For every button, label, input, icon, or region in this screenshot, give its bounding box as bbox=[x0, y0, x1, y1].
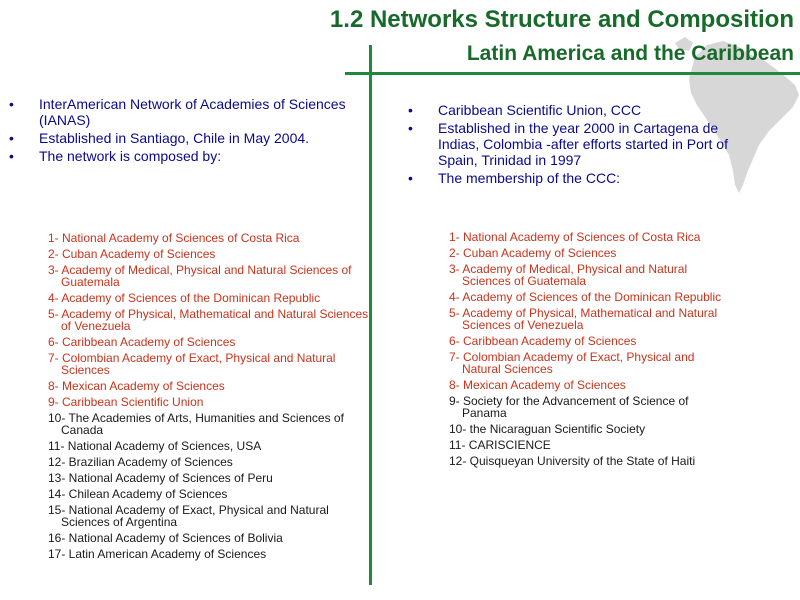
member-item: 4- Academy of Sciences of the Dominican Republic bbox=[449, 290, 722, 304]
member-item: 2- Cuban Academy of Sciences bbox=[48, 247, 216, 261]
member-item: 5- Academy of Physical, Mathematical and Natural Sciences of Venezuela bbox=[48, 307, 369, 333]
member-item: 10- The Academies of Arts, Humanities and Sciences of Canada bbox=[48, 411, 344, 437]
member-item: 3- Academy of Medical, Physical and Natural Sciences of Guatemala bbox=[449, 262, 688, 288]
ccc-member-list bbox=[449, 231, 734, 471]
member-item: 17- Latin American Academy of Sciences bbox=[48, 547, 267, 561]
member-item: 2- Cuban Academy of Sciences bbox=[449, 246, 617, 260]
ianas-member-list bbox=[48, 232, 373, 564]
member-item: 6- Caribbean Academy of Sciences bbox=[48, 335, 236, 349]
horizontal-divider bbox=[345, 72, 800, 75]
member-item: 5- Academy of Physical, Mathematical and Natural Sciences of Venezuela bbox=[449, 306, 718, 332]
member-item: 4- Academy of Sciences of the Dominican Republic bbox=[48, 291, 321, 305]
member-item: 9- Caribbean Scientific Union bbox=[48, 395, 204, 409]
member-item: 8- Mexican Academy of Sciences bbox=[449, 378, 626, 392]
page-subtitle: Latin America and the Caribbean bbox=[466, 42, 794, 65]
member-item: 14- Chilean Academy of Sciences bbox=[48, 487, 228, 501]
bullet-item: • The membership of the CCC: bbox=[405, 170, 730, 186]
page-title: 1.2 Networks Structure and Composition bbox=[329, 6, 794, 33]
member-item: 1- National Academy of Sciences of Costa Rica bbox=[449, 230, 701, 244]
bullet-item: • InterAmerican Network of Academies of Sciences (IANAS) bbox=[6, 96, 361, 128]
member-item: 8- Mexican Academy of Sciences bbox=[48, 379, 225, 393]
member-item: 12- Brazilian Academy of Sciences bbox=[48, 455, 233, 469]
member-item: 1- National Academy of Sciences of Costa Rica bbox=[48, 231, 300, 245]
bullet-item: • Established in the year 2000 in Cartagena de Indias, Colombia -after efforts started in Port of Spain, Trinidad in 1997 bbox=[405, 120, 730, 168]
member-item: 10- the Nicaraguan Scientific Society bbox=[449, 422, 646, 436]
member-item: 12- Quisqueyan University of the State of Haiti bbox=[449, 454, 696, 468]
member-item: 7- Colombian Academy of Exact, Physical and Natural Sciences bbox=[449, 350, 695, 376]
member-item: 16- National Academy of Sciences of Bolivia bbox=[48, 531, 283, 545]
member-item: 11- National Academy of Sciences, USA bbox=[48, 439, 262, 453]
ccc-bullet-list bbox=[405, 102, 730, 188]
member-item: 9- Society for the Advancement of Science of Panama bbox=[449, 394, 689, 420]
ianas-bullet-list bbox=[6, 96, 361, 166]
member-item: 7- Colombian Academy of Exact, Physical and Natural Sciences bbox=[48, 351, 336, 377]
member-item: 15- National Academy of Exact, Physical and Natural Sciences of Argentina bbox=[48, 503, 329, 529]
member-item: 11- CARISCIENCE bbox=[449, 438, 551, 452]
bullet-item: • Established in Santiago, Chile in May 2004. bbox=[6, 130, 361, 146]
bullet-item: • The network is composed by: bbox=[6, 148, 361, 164]
member-item: 3- Academy of Medical, Physical and Natural Sciences of Guatemala bbox=[48, 263, 352, 289]
member-item: 6- Caribbean Academy of Sciences bbox=[449, 334, 637, 348]
bullet-item: • Caribbean Scientific Union, CCC bbox=[405, 102, 730, 118]
member-item: 13- National Academy of Sciences of Peru bbox=[48, 471, 273, 485]
